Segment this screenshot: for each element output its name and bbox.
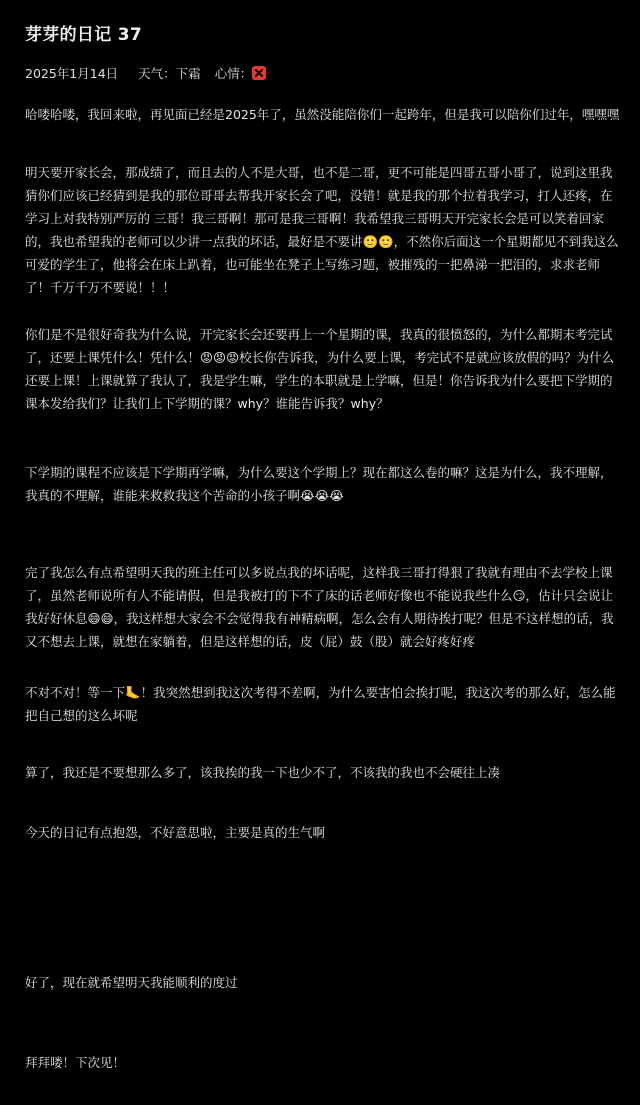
diary-weather: 天气：下霜 — [138, 66, 201, 81]
paragraph-parent-meeting: 明天要开家长会，那成绩了，而且去的人不是大哥，也不是二哥，更不可能是四哥五哥小哥了，说到这里我猜你们应该已经猜到是我的那位哥哥去帮我开家长会了吧，没错！就是我的那个拉着我学习，打人还疼，在学习上对我特别严厉的 三哥！我三哥啊！那可是我三哥啊！我希望我三哥明天开完家长会是可以笑着回家的，我也希望我的老师可以少讲一点我的坏话，最好是不要讲🙂🙂，不然你后面这一个星期都见不到我这么可爱的学生了，他将会在床上趴着，也可能坐在凳子上写练习题，被摧残的一把鼻涕一把泪的，求求老师了！千万千万不要说！！！ — [25, 165, 619, 295]
paragraph-tomorrow: 好了，现在就希望明天我能顺利的度过 — [25, 975, 238, 990]
paragraph-hope: 完了我怎么有点希望明天我的班主任可以多说点我的坏话呢，这样我三哥打得狠了我就有理由不去学校上课了，虽然老师说所有人不能请假，但是我被打的下不了床的话老师好像也不能说我些什么😏，估计只会说让我好好休息😄😄，我这样想大家会不会觉得我有神精病啊，怎么会有人期待挨打呢？但是不这样想的话，我又不想去上课，就想在家躺着，但是这样想的话，皮（屁）鼓（股）就会好疼好疼 — [25, 565, 614, 649]
diary-date: 2025年1月14日 — [25, 66, 119, 81]
paragraph-forget-it: 算了，我还是不要想那么多了，该我挨的我一下也少不了，不该我的我也不会硬往上凑 — [25, 765, 501, 780]
anger-symbol-icon — [252, 66, 266, 80]
paragraph-greeting: 哈喽哈喽，我回来啦，再见面已经是2025年了，虽然没能陪你们一起跨年，但是我可以陪你们过年，嘿嘿嘿 — [25, 107, 620, 122]
diary-mood-label: 心情： — [214, 66, 253, 81]
paragraph-extra-classes: 你们是不是很好奇我为什么说，开完家长会还要再上一个星期的课，我真的很愤怒的，为什么都期末考完试了，还要上课凭什么！凭什么！😡😡😡校长你告诉我，为什么要上课，考完试不是就应该放假的吗？为什么还要上课！上课就算了我认了，我是学生嘛，学生的本职就是上学嘛，但是！你告诉我为什么要把下学期的课本发给我们？让我们上下学期的课？why？谁能告诉我？why？ — [25, 327, 615, 411]
paragraph-goodbye: 拜拜喽！下次见！ — [25, 1055, 126, 1070]
paragraph-next-semester: 下学期的课程不应该是下学期再学嘛，为什么要这个学期上？现在都这么卷的嘛？这是为什么，我不理解，我真的不理解，谁能来救救我这个苦命的小孩子啊😭😭😭 — [25, 465, 613, 503]
diary-title: 芽芽的日记 37 — [25, 25, 142, 45]
diary-meta — [25, 64, 266, 82]
paragraph-wait: 不对不对！等一下🦶！我突然想到我这次考得不差啊，为什么要害怕会挨打呢，我这次考的那么好，怎么能把自己想的这么坏呢 — [25, 685, 616, 723]
paragraph-complaint: 今天的日记有点抱怨，不好意思啦，主要是真的生气啊 — [25, 825, 326, 840]
